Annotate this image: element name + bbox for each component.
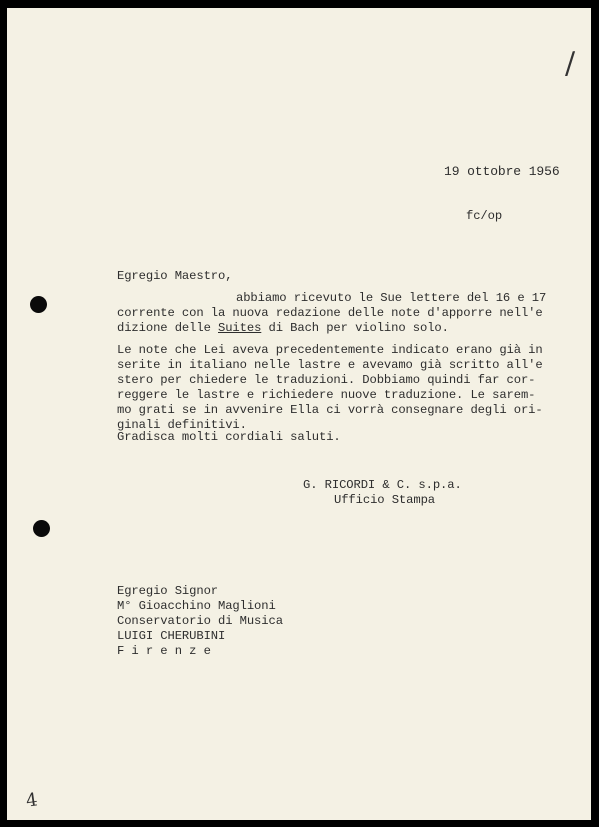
address-line-5: F i r e n z e (117, 644, 211, 658)
address-line-3: Conservatorio di Musica (117, 614, 283, 628)
paragraph-2-line-5: mo grati se in avvenire Ella ci vorrà consegnare degli ori- (117, 403, 543, 417)
signature-company: G. RICORDI & C. s.p.a. (303, 478, 462, 492)
address-line-4: LUIGI CHERUBINI (117, 629, 226, 643)
paragraph-1-line-1: abbiamo ricevuto le Sue lettere del 16 e 17 (236, 291, 547, 305)
signature-office: Ufficio Stampa (334, 493, 435, 507)
punch-hole-top (30, 296, 47, 313)
paragraph-2-line-6: ginali definitivi. (117, 418, 247, 432)
closing-line: Gradisca molti cordiali saluti. (117, 430, 341, 444)
paragraph-2-line-3: stero per chiedere le traduzioni. Dobbiamo quindi far cor- (117, 373, 536, 387)
punch-hole-bottom (33, 520, 50, 537)
letter-reference: fc/op (466, 209, 503, 223)
salutation: Egregio Maestro, (117, 269, 233, 283)
paragraph-2-line-1: Le note che Lei aveva precedentemente indicato erano già in (117, 343, 543, 357)
address-line-2: M° Gioacchino Maglioni (117, 599, 276, 613)
paragraph-2-line-2: serite in italiano nelle lastre e avevamo già scritto all'e (117, 358, 543, 372)
letter-date: 19 ottobre 1956 (444, 164, 560, 179)
bottom-handwritten-mark: 4 (24, 789, 39, 812)
paragraph-2-line-4: reggere le lastre e richiedere nuove traduzione. Le sarem- (117, 388, 536, 402)
letter-page (7, 8, 591, 820)
paragraph-1-line-2: corrente con la nuova redazione delle note d'apporre nell'e (117, 306, 543, 320)
corner-handwritten-mark: / (565, 46, 576, 81)
paragraph-1-line-3: dizione delle Suites di Bach per violino solo. (117, 321, 449, 335)
suites-underlined: Suites (218, 321, 262, 335)
address-line-1: Egregio Signor (117, 584, 218, 598)
